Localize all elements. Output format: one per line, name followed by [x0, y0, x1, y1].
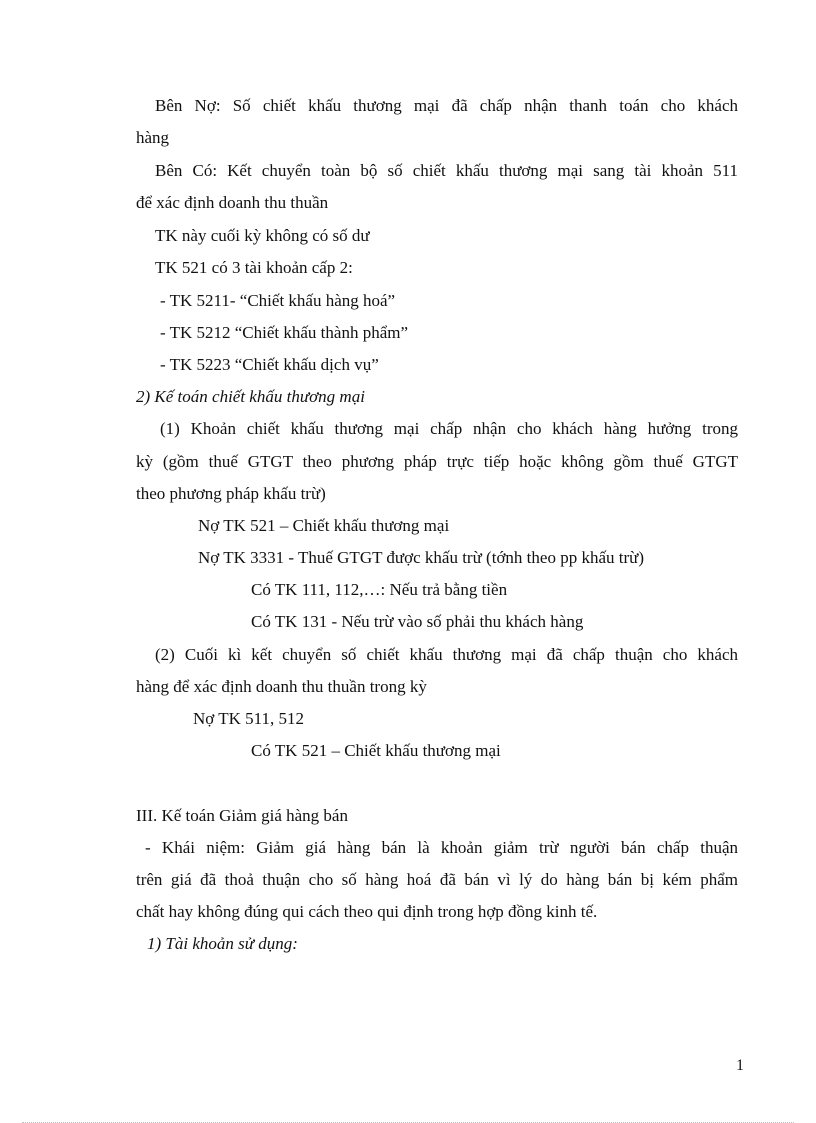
text-line: (2) Cuối kì kết chuyển số chiết khấu thương mại đã chấp thuận cho khách	[155, 645, 738, 664]
section-heading: III. Kế toán Giảm giá hàng bán	[136, 806, 348, 825]
text-line: TK 521 có 3 tài khoản cấp 2:	[155, 258, 353, 277]
text-line: theo phương pháp khấu trừ)	[136, 484, 326, 503]
text-line: - Khái niệm: Giảm giá hàng bán là khoản giảm trừ người bán chấp thuận	[145, 838, 738, 857]
section-heading: 2) Kế toán chiết khấu thương mại	[136, 387, 365, 406]
journal-entry: Nợ TK 521 – Chiết khấu thương mại	[198, 516, 450, 535]
text-line: (1) Khoản chiết khấu thương mại chấp nhận cho khách hàng hưởng trong	[160, 419, 738, 438]
text-line: TK này cuối kỳ không có số dư	[155, 226, 370, 245]
text-line: Bên Nợ: Số chiết khấu thương mại đã chấp nhận thanh toán cho khách	[155, 96, 738, 115]
list-item: - TK 5223 “Chiết khấu dịch vụ”	[160, 355, 379, 374]
journal-entry: Nợ TK 3331 - Thuế GTGT được khấu trừ (tớnh theo pp khấu trừ)	[198, 548, 645, 567]
journal-entry: Có TK 111, 112,…: Nếu trả bằng tiền	[251, 580, 508, 599]
text-line: hàng để xác định doanh thu thuần trong kỳ	[136, 677, 427, 696]
list-item: - TK 5212 “Chiết khấu thành phẩm”	[160, 323, 409, 342]
text-line: Bên Có: Kết chuyển toàn bộ số chiết khấu thương mại sang tài khoản 511	[155, 161, 738, 180]
list-item: - TK 5211- “Chiết khấu hàng hoá”	[160, 291, 396, 310]
text-line: trên giá đã thoả thuận cho số hàng hoá đã bán vì lý do hàng bán bị kém phẩm	[136, 870, 738, 889]
journal-entry: Có TK 521 – Chiết khấu thương mại	[251, 741, 501, 760]
text-line: hàng	[136, 128, 170, 147]
text-line: kỳ (gồm thuế GTGT theo phương pháp trực tiếp hoặc không gồm thuế GTGT	[136, 452, 738, 471]
page-number: 1	[736, 1057, 744, 1074]
journal-entry: Nợ TK 511, 512	[193, 709, 304, 728]
journal-entry: Có TK 131 - Nếu trừ vào số phải thu khách hàng	[251, 612, 584, 631]
text-line: chất hay không đúng qui cách theo qui định trong hợp đồng kinh tế.	[136, 902, 598, 921]
subsection-heading: 1) Tài khoản sử dụng:	[147, 934, 298, 953]
text-line: để xác định doanh thu thuần	[136, 193, 329, 212]
